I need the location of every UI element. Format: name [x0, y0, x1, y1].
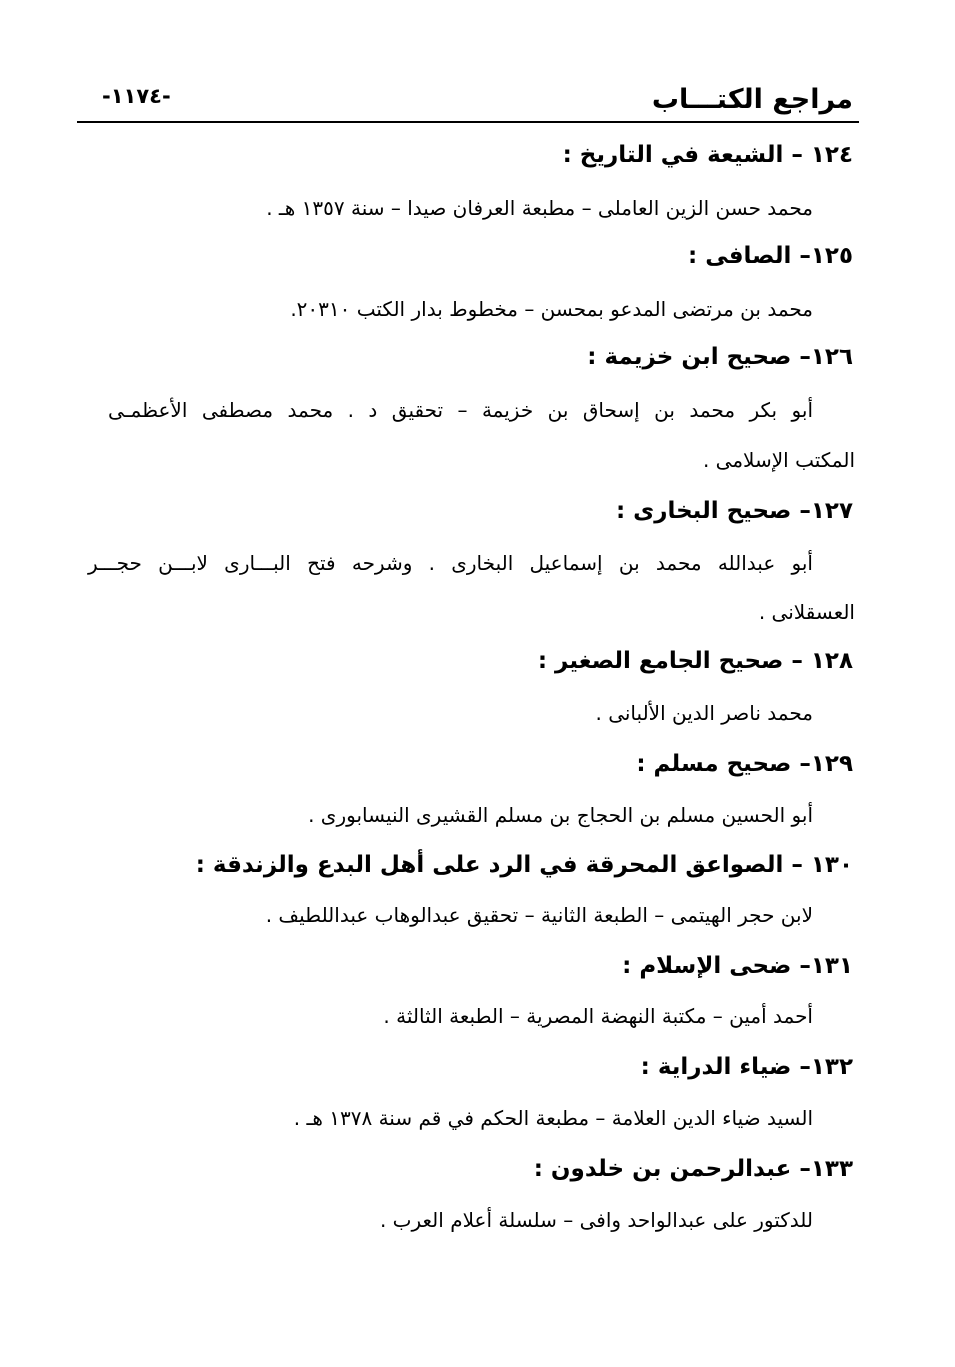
entry-title: ١٣٣– عبدالرحمن بن خلدون : — [533, 1156, 853, 1182]
entry-text: أحمد أمين – مكتبة النهضة المصرية – الطبعة الثالثة . — [383, 1004, 813, 1028]
entry-title: ١٢٦– صحيح ابن خزيمة : — [587, 344, 853, 370]
entry-text: أبو الحسين مسلم بن الحجاج بن مسلم القشيرى النيسابورى . — [308, 803, 813, 827]
entry-text: أبو بكر محمد بن إسحاق بن خزيمة – تحقيق د . محمد مصطفى الأعظمـى — [108, 398, 813, 422]
entry-text: محمد حسن الزين العاملى – مطبعة العرفان صيدا – سنة ١٣٥٧ هـ . — [266, 196, 813, 220]
entry-text: محمد ناصر الدين الألبانى . — [595, 701, 813, 725]
entry-title: ١٣٢– ضياء الدراية : — [640, 1054, 853, 1080]
entry-title: ١٢٥– الصافى : — [688, 243, 853, 269]
entry-text: السيد ضياء الدين العلامة – مطبعة الحكم في قم سنة ١٣٧٨ هـ . — [293, 1106, 813, 1130]
entry-text: للدكتور على عبدالواحد وافى – سلسلة أعلام العرب . — [379, 1208, 813, 1232]
page-number: -١١٧٤- — [102, 84, 171, 108]
entry-title: ١٢٤ – الشيعة في التاريخ : — [562, 142, 853, 168]
entry-text: العسقلانى . — [758, 600, 855, 624]
running-header-title: مراجع الكتـــاب — [651, 84, 853, 115]
entry-text: المكتب الإسلامى . — [702, 448, 855, 472]
entry-text: محمد بن مرتضى المدعو بمحسن – مخطوط بدار الكتب ٢٠٣١٠. — [290, 297, 813, 321]
entry-title: ١٣٠ – الصواعق المحرقة في الرد على أهل البدع والزندقة : — [195, 852, 853, 878]
entry-title: ١٢٨ – صحيح الجامع الصغير : — [537, 648, 853, 674]
entry-title: ١٣١– ضحى الإسلام : — [622, 953, 853, 979]
entry-title: ١٢٧– صحيح البخارى : — [615, 498, 853, 524]
header-divider — [77, 121, 859, 123]
entry-text: لابن حجر الهيتمى – الطبعة الثانية – تحقيق عبدالوهاب عبداللطيف . — [265, 903, 813, 927]
entry-title: ١٢٩– صحيح مسلم : — [636, 751, 853, 777]
entry-text: أبو عبدالله محمد بن إسماعيل البخارى . وشرحه فتح البـــارى لابـــن حجـــر — [88, 551, 813, 575]
